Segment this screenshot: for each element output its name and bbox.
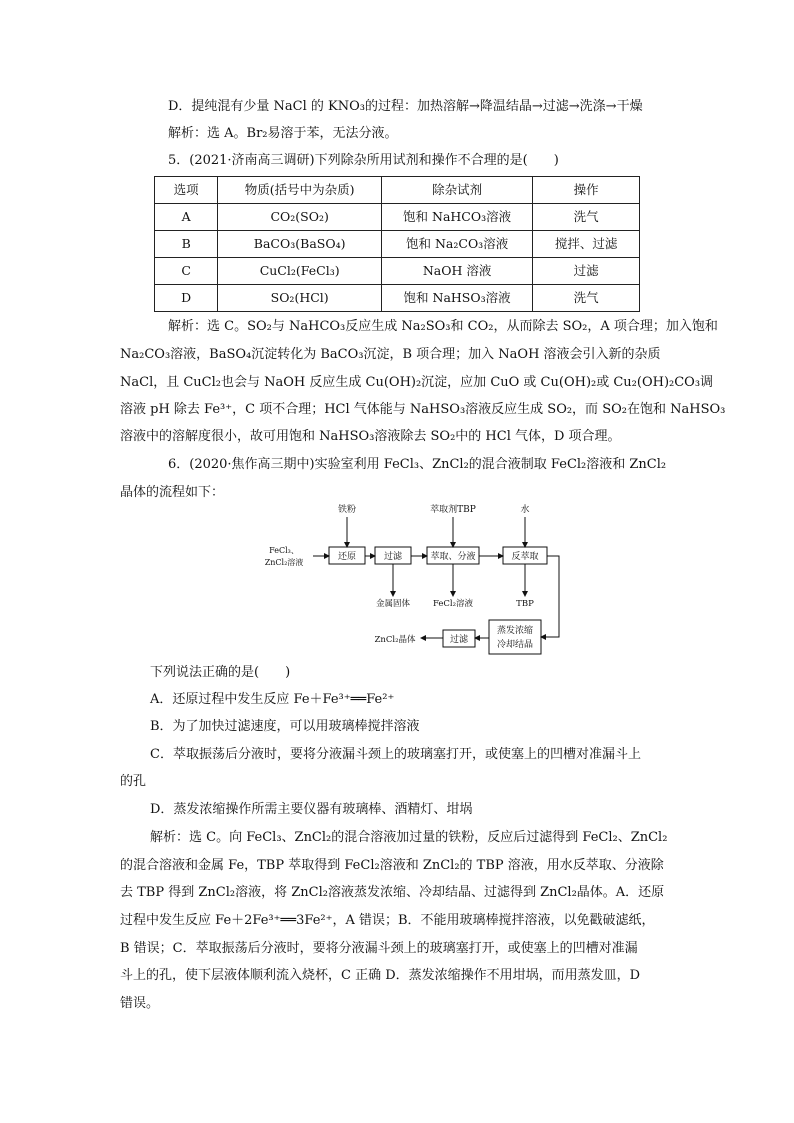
table-cell: SO₂(HCl) [218, 285, 382, 312]
top-solution: 解析：选 A。Br₂易溶于苯，无法分液。 [168, 126, 398, 141]
q5-analysis-line-5: 溶液中的溶解度很小，故可用饱和 NaHSO₃溶液除去 SO₂中的 HCl 气体，D 项合理。 [120, 429, 621, 444]
q5-analysis-line-3: NaCl，且 CuCl₂也会与 NaOH 反应生成 Cu(OH)₂沉淀，应加 CuO 或 Cu(OH)₂或 Cu₂(OH)₂CO₃调 [120, 375, 714, 390]
flow-step-filter-1: 过滤 [383, 552, 403, 562]
flow-reagent-water: 水 [520, 505, 530, 515]
table-header: 物质(括号中为杂质) [218, 177, 382, 204]
q5-analysis-line-2: Na₂CO₃溶液，BaSO₄沉淀转化为 BaCO₃沉淀，B 项合理；加入 NaOH 溶液会引入新的杂质 [120, 347, 661, 362]
option-d: D．蒸发浓缩操作所需主要仪器有玻璃棒、酒精灯、坩埚 [150, 802, 473, 817]
q6-analysis-line-1: 解析：选 C。向 FeCl₃、ZnCl₂的混合溶液加过量的铁粉，反应后过滤得到 FeCl₂、ZnCl₂ [150, 830, 668, 845]
table-cell: D [155, 285, 218, 312]
flow-input-line-2: ZnCl₂溶液 [264, 558, 304, 567]
question-5-stem: 5．(2021·济南高三调研)下列除杂所用试剂和操作不合理的是( ) [168, 153, 559, 168]
question-6-stem-line-1: 6．(2020·焦作高三期中)实验室利用 FeCl₃、ZnCl₂的混合液制取 FeCl₂溶液和 ZnCl₂ [168, 457, 667, 472]
option-c-line-1: C．萃取振荡后分液时，要将分液漏斗颈上的玻璃塞打开，或使塞上的凹槽对准漏斗上 [150, 747, 641, 762]
flow-reagent-iron: 铁粉 [337, 505, 357, 515]
flow-output-tbp: TBP [516, 599, 534, 609]
table-cell: C [155, 258, 218, 285]
table-header: 除杂试剂 [381, 177, 532, 204]
flow-step-reduce: 还原 [337, 552, 357, 562]
table-cell: CO₂(SO₂) [218, 204, 382, 231]
q5-analysis-line-1: 解析：选 C。SO₂与 NaHCO₃反应生成 Na₂SO₃和 CO₂，从而除去 SO₂，A 项合理；加入饱和 [168, 319, 718, 334]
flow-step-back-extract: 反萃取 [511, 552, 539, 562]
table-header: 操作 [533, 177, 640, 204]
q5-analysis-line-4: 溶液 pH 除去 Fe³⁺，C 项不合理；HCl 气体能与 NaHSO₃溶液反应生成 SO₂，而 SO₂在饱和 NaHSO₃ [120, 402, 726, 417]
q6-analysis-line-2: 的混合溶液和金属 Fe，TBP 萃取得到 FeCl₂溶液和 ZnCl₂的 TBP 溶液，用水反萃取、分液除 [120, 858, 664, 873]
table-cell: 洗气 [533, 285, 640, 312]
table-row [155, 258, 640, 285]
flow-step-extract: 萃取、分液 [430, 552, 476, 562]
flow-step-evaporate-1: 蒸发浓缩 [496, 626, 534, 636]
flow-step-filter-2: 过滤 [449, 635, 469, 645]
table-cell: 搅拌、过滤 [533, 231, 640, 258]
flow-step-evaporate-2: 冷却结晶 [496, 640, 534, 650]
flow-input-line-1: FeCl₃、 [269, 546, 299, 555]
question-6-stem-line-2: 晶体的流程如下： [120, 485, 225, 500]
table-row [155, 204, 640, 231]
table-cell: A [155, 204, 218, 231]
table-row [155, 285, 640, 312]
table-cell: CuCl₂(FeCl₃) [218, 258, 382, 285]
table-header: 选项 [155, 177, 218, 204]
q5-table [154, 176, 640, 312]
table-cell: 饱和 NaHSO₃溶液 [381, 285, 532, 312]
table-cell: BaCO₃(BaSO₄) [218, 231, 382, 258]
flow-output-metal: 金属固体 [375, 599, 411, 609]
option-a: A．还原过程中发生反应 Fe＋Fe³⁺══Fe²⁺ [150, 692, 395, 707]
flow-output-zncl2: ZnCl₂晶体 [374, 635, 416, 645]
option-c-line-2: 的孔 [120, 774, 147, 789]
flow-reagent-tbp: 萃取剂TBP [430, 505, 476, 515]
q6-analysis-line-7: 错误。 [120, 996, 160, 1011]
option-b: B．为了加快过滤速度，可以用玻璃棒搅拌溶液 [150, 719, 420, 734]
table-cell: 过滤 [533, 258, 640, 285]
table-row [155, 231, 640, 258]
q6-analysis-line-5: B 错误；C．萃取振荡后分液时，要将分液漏斗颈上的玻璃塞打开，或使塞上的凹槽对准漏 [120, 941, 638, 956]
q6-analysis-line-3: 去 TBP 得到 ZnCl₂溶液，将 ZnCl₂溶液蒸发浓缩、冷却结晶、过滤得到 ZnCl₂晶体。A．还原 [120, 885, 665, 900]
top-option-d: D．提纯混有少量 NaCl 的 KNO₃的过程：加热溶解→降温结晶→过滤→洗涤→干燥 [168, 99, 643, 114]
question-6-prompt: 下列说法正确的是( ) [150, 665, 291, 680]
table-cell: 洗气 [533, 204, 640, 231]
table-cell: B [155, 231, 218, 258]
table-cell: 饱和 Na₂CO₃溶液 [381, 231, 532, 258]
process-flowchart [255, 500, 570, 662]
table-cell: NaOH 溶液 [381, 258, 532, 285]
q6-analysis-line-4: 过程中发生反应 Fe＋2Fe³⁺══3Fe²⁺，A 错误；B．不能用玻璃棒搅拌溶液，以免戳破滤纸， [120, 913, 655, 928]
q6-analysis-line-6: 斗上的孔，使下层液体顺利流入烧杯，C 正确 D．蒸发浓缩操作不用坩埚，而用蒸发皿，D [120, 968, 641, 983]
table-cell: 饱和 NaHCO₃溶液 [381, 204, 532, 231]
flow-return-arrow [541, 556, 559, 637]
flow-output-fecl2: FeCl₂溶液 [432, 599, 474, 609]
table-header-row [155, 177, 640, 204]
